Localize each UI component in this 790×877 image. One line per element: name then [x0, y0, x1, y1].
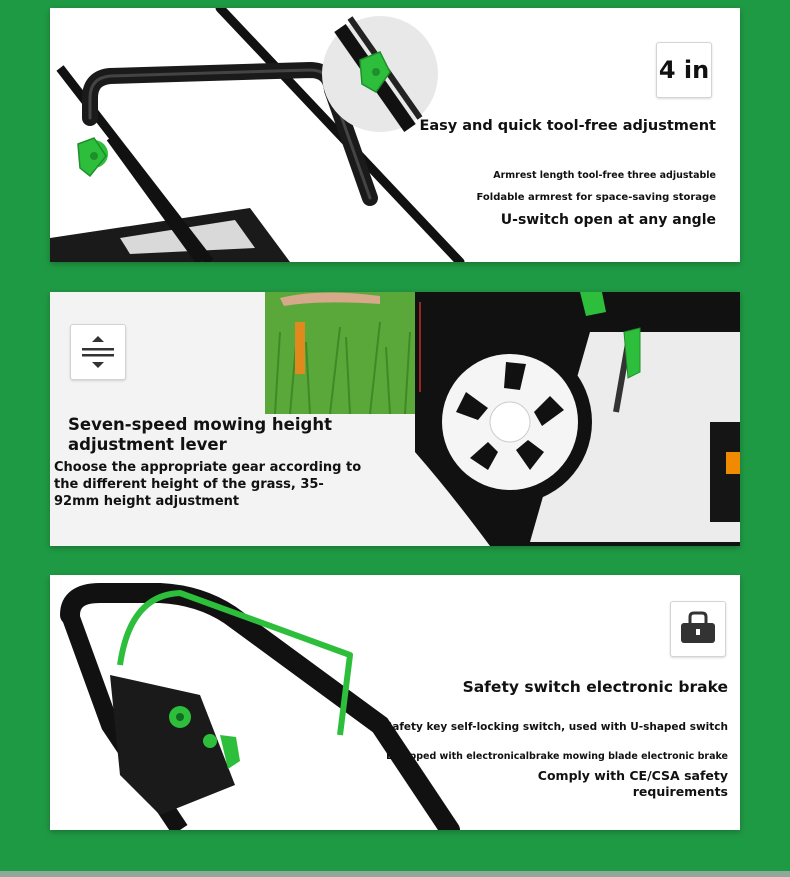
panel3-title: Safety switch electronic brake	[462, 678, 728, 696]
panel1-title: Easy and quick tool-free adjustment	[419, 118, 716, 134]
briefcase-lock-icon	[678, 609, 718, 649]
feature-panel-safety-switch	[50, 575, 740, 830]
size-badge	[656, 42, 712, 98]
badge-label: 4 in	[658, 56, 710, 84]
bottom-divider	[0, 871, 790, 877]
knob-zoom-circle	[322, 16, 438, 132]
panel1-line3: U-switch open at any angle	[500, 212, 716, 228]
feature-panel-height-adjustment	[50, 292, 740, 546]
handle-safety-illustration	[50, 575, 470, 830]
switch-box-icon	[110, 675, 240, 815]
panel1-line2: Foldable armrest for space-saving storage	[476, 192, 716, 203]
height-adjust-badge	[70, 324, 126, 380]
adjustment-knob-icon	[78, 138, 108, 176]
panel2-description: Choose the appropriate gear according to the different height of the grass, 35-92mm height adjustment	[54, 460, 362, 509]
panel3-line3: Comply with CE/CSA safety requirements	[537, 768, 728, 799]
lock-badge	[670, 601, 726, 657]
feature-panel-tool-free-adjustment	[50, 8, 740, 262]
panel1-line1: Armrest length tool-free three adjustable	[493, 170, 716, 181]
wheel-icon	[428, 340, 592, 504]
panel2-title: Seven-speed mowing height adjustment lever	[68, 415, 332, 454]
height-adjust-icon	[78, 332, 118, 372]
panel3-line1: Safety key self-locking switch, used with U-shaped switch	[384, 721, 728, 733]
folding-handle-illustration	[50, 8, 470, 262]
panel3-line2: Equipped with electronicalbrake mowing blade electronic brake	[386, 751, 728, 762]
